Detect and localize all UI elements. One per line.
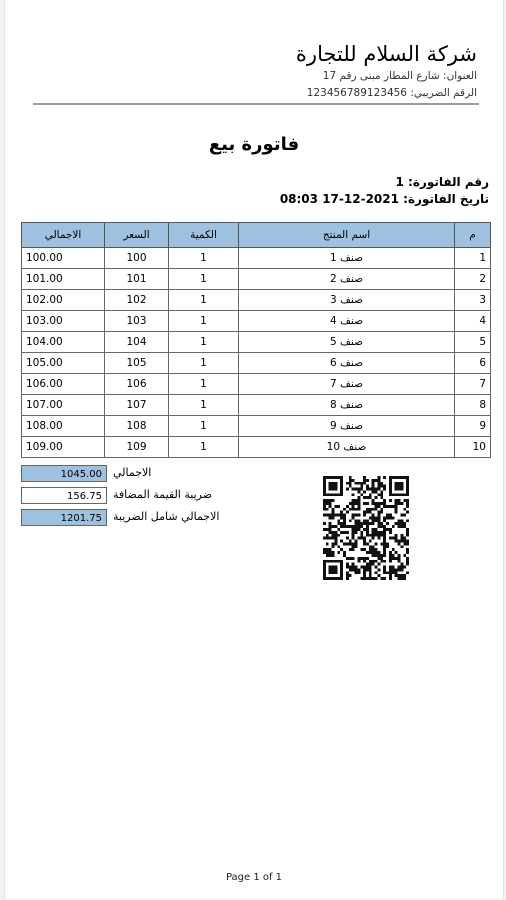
table-row	[22, 353, 491, 374]
row-total: 102.00	[22, 290, 105, 311]
row-product-name: صنف 1	[239, 248, 455, 269]
table-row	[22, 332, 491, 353]
row-price: 109	[105, 437, 169, 458]
row-total: 103.00	[22, 311, 105, 332]
row-index: 4	[455, 311, 491, 332]
grand-total-label: الاجمالي شامل الضريبة	[113, 510, 220, 523]
row-price: 107	[105, 395, 169, 416]
row-quantity: 1	[169, 374, 239, 395]
row-index: 3	[455, 290, 491, 311]
company-tax-number: الرقم الضريبي: 123456789123456	[306, 87, 477, 99]
row-index: 7	[455, 374, 491, 395]
header-total: الاجمالي	[22, 223, 105, 248]
row-total: 106.00	[22, 374, 105, 395]
subtotal-value: 1045.00	[21, 465, 107, 482]
invoice-number: رقم الفاتورة: 1	[395, 175, 489, 189]
items-table	[21, 222, 491, 458]
document-title: فاتورة بيع	[208, 134, 300, 155]
row-total: 107.00	[22, 395, 105, 416]
table-row	[22, 269, 491, 290]
company-address: العنوان: شارع المطار مبنى رقم 17	[322, 70, 477, 82]
row-product-name: صنف 8	[239, 395, 455, 416]
row-index: 8	[455, 395, 491, 416]
table-row	[22, 248, 491, 269]
page-number: Page 1 of 1	[225, 872, 283, 883]
row-total: 108.00	[22, 416, 105, 437]
row-total: 101.00	[22, 269, 105, 290]
invoice-page	[4, 0, 504, 898]
row-price: 105	[105, 353, 169, 374]
table-row	[22, 437, 491, 458]
row-product-name: صنف 4	[239, 311, 455, 332]
row-product-name: صنف 2	[239, 269, 455, 290]
row-quantity: 1	[169, 269, 239, 290]
header-product-name: اسم المنتج	[239, 223, 455, 248]
row-index: 2	[455, 269, 491, 290]
vat-label: ضريبة القيمة المضافة	[113, 488, 213, 501]
invoice-date: تاريخ الفاتورة: 2021-12-17 08:03	[279, 192, 489, 206]
row-price: 103	[105, 311, 169, 332]
table-row	[22, 395, 491, 416]
row-total: 105.00	[22, 353, 105, 374]
table-row	[22, 416, 491, 437]
row-quantity: 1	[169, 353, 239, 374]
row-quantity: 1	[169, 311, 239, 332]
vat-value: 156.75	[21, 487, 107, 504]
company-name: شركة السلام للتجارة	[295, 42, 477, 66]
row-total: 100.00	[22, 248, 105, 269]
row-index: 9	[455, 416, 491, 437]
row-product-name: صنف 10	[239, 437, 455, 458]
row-quantity: 1	[169, 290, 239, 311]
row-index: 5	[455, 332, 491, 353]
header-index: م	[455, 223, 491, 248]
table-row	[22, 374, 491, 395]
row-quantity: 1	[169, 395, 239, 416]
row-price: 106	[105, 374, 169, 395]
qr-code	[323, 476, 409, 580]
table-row	[22, 290, 491, 311]
row-quantity: 1	[169, 416, 239, 437]
grand-total-value: 1201.75	[21, 509, 107, 526]
row-price: 102	[105, 290, 169, 311]
row-index: 6	[455, 353, 491, 374]
row-product-name: صنف 7	[239, 374, 455, 395]
row-quantity: 1	[169, 437, 239, 458]
row-quantity: 1	[169, 332, 239, 353]
row-price: 100	[105, 248, 169, 269]
row-product-name: صنف 9	[239, 416, 455, 437]
header-divider	[33, 103, 479, 105]
row-product-name: صنف 5	[239, 332, 455, 353]
row-total: 104.00	[22, 332, 105, 353]
row-product-name: صنف 3	[239, 290, 455, 311]
header-price: السعر	[105, 223, 169, 248]
row-total: 109.00	[22, 437, 105, 458]
row-price: 108	[105, 416, 169, 437]
header-quantity: الكمية	[169, 223, 239, 248]
table-row	[22, 311, 491, 332]
row-product-name: صنف 6	[239, 353, 455, 374]
row-index: 1	[455, 248, 491, 269]
row-price: 101	[105, 269, 169, 290]
items-table-header	[22, 223, 491, 248]
row-quantity: 1	[169, 248, 239, 269]
row-index: 10	[455, 437, 491, 458]
subtotal-label: الاجمالي	[113, 466, 152, 479]
row-price: 104	[105, 332, 169, 353]
